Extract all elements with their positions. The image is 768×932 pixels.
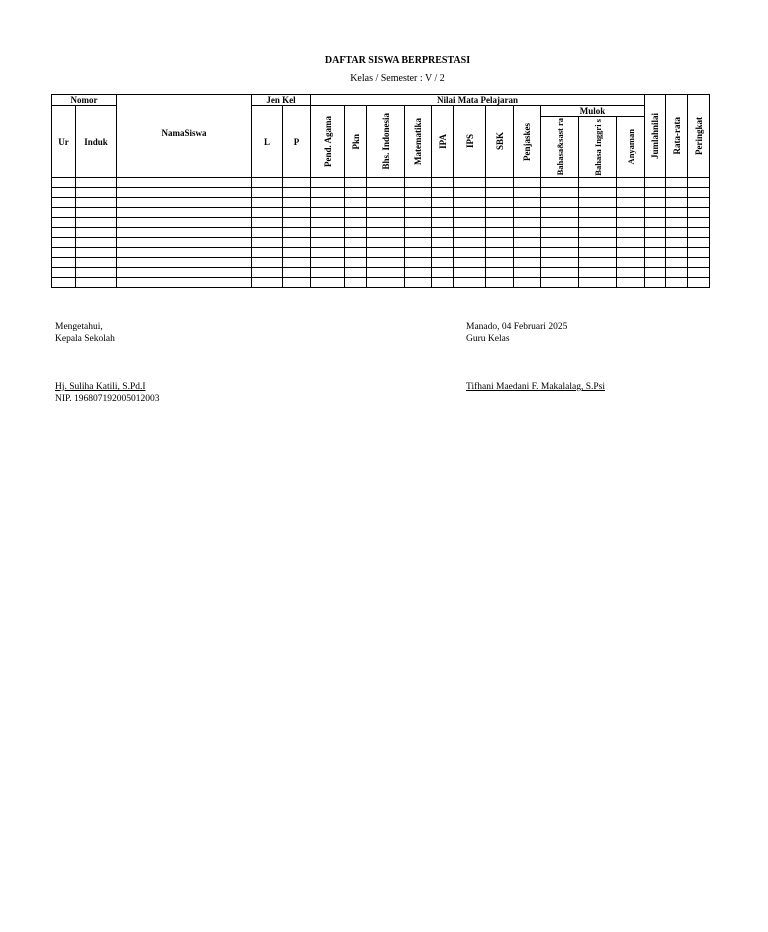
table-cell — [688, 218, 710, 228]
table-cell — [252, 208, 283, 218]
table-cell — [666, 228, 688, 238]
document-title: DAFTAR SISWA BERPRESTASI — [324, 55, 471, 66]
table-row — [52, 248, 710, 258]
rata-rata-header: Rata-rata — [666, 95, 688, 178]
table-cell — [117, 218, 252, 228]
table-cell — [688, 188, 710, 198]
table-cell — [579, 228, 617, 238]
table-cell — [454, 178, 486, 188]
table-cell — [688, 238, 710, 248]
table-cell — [76, 218, 117, 228]
table-cell — [252, 278, 283, 288]
table-cell — [283, 238, 311, 248]
table-cell — [514, 198, 541, 208]
table-cell — [541, 178, 579, 188]
table-cell — [345, 258, 367, 268]
table-cell — [541, 278, 579, 288]
induk-header: Induk — [76, 106, 117, 178]
subject-penjaskes: Penjaskes — [514, 106, 541, 178]
peringkat-header: Peringkat — [688, 95, 710, 178]
table-cell — [617, 258, 645, 268]
table-cell — [345, 208, 367, 218]
table-cell — [688, 278, 710, 288]
jumlah-nilai-header: Jumlahnilai — [645, 95, 666, 178]
right-signature-block — [466, 321, 605, 393]
perempuan-header: P — [283, 106, 311, 178]
table-cell — [405, 208, 432, 218]
table-cell — [645, 178, 666, 188]
table-cell — [579, 278, 617, 288]
table-cell — [405, 248, 432, 258]
guru-kelas-label: Guru Kelas — [466, 334, 510, 344]
table-cell — [645, 248, 666, 258]
table-cell — [579, 188, 617, 198]
table-cell — [579, 218, 617, 228]
subject-ips: IPS — [454, 106, 486, 178]
table-cell — [405, 258, 432, 268]
table-cell — [405, 228, 432, 238]
table-cell — [405, 278, 432, 288]
table-cell — [486, 198, 514, 208]
table-cell — [252, 178, 283, 188]
table-cell — [514, 178, 541, 188]
table-cell — [454, 278, 486, 288]
table-cell — [283, 228, 311, 238]
table-cell — [514, 228, 541, 238]
table-cell — [52, 248, 76, 258]
table-cell — [454, 248, 486, 258]
table-cell — [117, 188, 252, 198]
table-cell — [405, 198, 432, 208]
table-cell — [541, 258, 579, 268]
table-cell — [432, 268, 454, 278]
table-cell — [645, 198, 666, 208]
table-cell — [432, 218, 454, 228]
table-cell — [405, 268, 432, 278]
table-cell — [688, 268, 710, 278]
table-cell — [367, 268, 405, 278]
table-cell — [367, 228, 405, 238]
table-cell — [117, 258, 252, 268]
table-cell — [345, 228, 367, 238]
table-cell — [52, 188, 76, 198]
class-semester: Kelas / Semester : V / 2 — [350, 73, 445, 84]
subject-pkn: Pkn — [345, 106, 367, 178]
mulok-anyaman: Anyaman — [617, 117, 645, 178]
table-cell — [52, 218, 76, 228]
table-cell — [579, 258, 617, 268]
table-row — [52, 198, 710, 208]
table-cell — [645, 268, 666, 278]
table-cell — [579, 248, 617, 258]
kepala-sekolah-name: Hj. Suliha Katili, S.Pd.I — [55, 382, 146, 392]
table-cell — [432, 198, 454, 208]
mulok-header: Mulok — [541, 106, 645, 117]
table-cell — [541, 248, 579, 258]
table-cell — [579, 208, 617, 218]
table-cell — [454, 188, 486, 198]
table-cell — [617, 238, 645, 248]
table-cell — [367, 248, 405, 258]
table-cell — [367, 188, 405, 198]
table-cell — [432, 248, 454, 258]
table-cell — [405, 188, 432, 198]
table-cell — [645, 188, 666, 198]
table-cell — [117, 278, 252, 288]
table-cell — [541, 268, 579, 278]
table-cell — [486, 258, 514, 268]
table-cell — [454, 198, 486, 208]
table-cell — [666, 178, 688, 188]
table-cell — [666, 198, 688, 208]
table-cell — [283, 268, 311, 278]
table-cell — [311, 218, 345, 228]
mulok-bahasa-sastra: Bahasa&sast ra — [541, 117, 579, 178]
table-cell — [579, 198, 617, 208]
table-row — [52, 218, 710, 228]
ur-header: Ur — [52, 106, 76, 178]
table-cell — [76, 258, 117, 268]
table-cell — [514, 248, 541, 258]
table-cell — [283, 198, 311, 208]
table-cell — [52, 228, 76, 238]
table-cell — [688, 248, 710, 258]
table-cell — [367, 278, 405, 288]
table-cell — [514, 258, 541, 268]
table-cell — [283, 218, 311, 228]
table-cell — [252, 248, 283, 258]
table-cell — [76, 178, 117, 188]
table-cell — [367, 218, 405, 228]
table-cell — [486, 188, 514, 198]
table-cell — [52, 278, 76, 288]
table-cell — [311, 258, 345, 268]
table-cell — [345, 188, 367, 198]
table-cell — [52, 238, 76, 248]
table-row — [52, 238, 710, 248]
table-cell — [454, 238, 486, 248]
table-cell — [432, 178, 454, 188]
table-cell — [252, 238, 283, 248]
table-cell — [666, 268, 688, 278]
table-cell — [432, 238, 454, 248]
table-cell — [252, 228, 283, 238]
table-cell — [52, 258, 76, 268]
table-cell — [514, 208, 541, 218]
table-cell — [514, 238, 541, 248]
table-cell — [541, 198, 579, 208]
table-cell — [52, 198, 76, 208]
table-cell — [367, 178, 405, 188]
subject-ipa: IPA — [432, 106, 454, 178]
nilai-mata-pelajaran-header: Nilai Mata Pelajaran — [311, 95, 645, 106]
table-cell — [486, 208, 514, 218]
table-cell — [486, 248, 514, 258]
table-cell — [486, 278, 514, 288]
table-row — [52, 258, 710, 268]
table-cell — [52, 268, 76, 278]
nomor-header: Nomor — [52, 95, 117, 106]
table-cell — [311, 268, 345, 278]
table-cell — [117, 268, 252, 278]
table-cell — [486, 228, 514, 238]
table-cell — [405, 178, 432, 188]
table-cell — [252, 188, 283, 198]
table-row — [52, 268, 710, 278]
table-cell — [345, 178, 367, 188]
laki-laki-header: L — [252, 106, 283, 178]
table-cell — [688, 228, 710, 238]
table-cell — [645, 258, 666, 268]
table-cell — [541, 218, 579, 228]
table-cell — [454, 218, 486, 228]
table-row — [52, 178, 710, 188]
table-cell — [76, 198, 117, 208]
table-cell — [666, 238, 688, 248]
table-cell — [541, 238, 579, 248]
table-cell — [311, 238, 345, 248]
table-cell — [311, 188, 345, 198]
table-cell — [117, 208, 252, 218]
table-cell — [645, 228, 666, 238]
table-cell — [617, 188, 645, 198]
table-cell — [345, 218, 367, 228]
nama-siswa-header: NamaSiswa — [117, 95, 252, 178]
student-grade-table — [51, 94, 710, 288]
table-cell — [52, 178, 76, 188]
jenis-kelamin-header: Jen Kel — [252, 95, 311, 106]
table-cell — [283, 258, 311, 268]
table-cell — [311, 228, 345, 238]
table-cell — [76, 208, 117, 218]
table-cell — [645, 278, 666, 288]
guru-kelas-name: Tifhani Maedani F. Makalalag, S.Psi — [466, 382, 606, 392]
table-cell — [514, 268, 541, 278]
table-cell — [688, 198, 710, 208]
table-cell — [345, 268, 367, 278]
table-cell — [117, 198, 252, 208]
table-cell — [432, 208, 454, 218]
kepala-sekolah-label: Kepala Sekolah — [55, 334, 115, 344]
table-cell — [454, 268, 486, 278]
table-cell — [514, 188, 541, 198]
left-signature-block — [55, 321, 160, 405]
subject-pend-agama: Pend. Agama — [311, 106, 345, 178]
table-cell — [252, 218, 283, 228]
table-cell — [311, 178, 345, 188]
table-cell — [454, 228, 486, 238]
mulok-bahasa-inggris: Bahasa Inggri s — [579, 117, 617, 178]
table-cell — [117, 178, 252, 188]
table-cell — [454, 258, 486, 268]
place-date: Manado, 04 Februari 2025 — [466, 322, 568, 332]
table-cell — [666, 278, 688, 288]
table-cell — [345, 238, 367, 248]
table-cell — [666, 218, 688, 228]
table-cell — [486, 218, 514, 228]
table-cell — [541, 208, 579, 218]
table-cell — [645, 218, 666, 228]
table-cell — [367, 258, 405, 268]
table-cell — [486, 268, 514, 278]
table-cell — [617, 218, 645, 228]
subject-matematika: Matematika — [405, 106, 432, 178]
table-cell — [76, 238, 117, 248]
table-cell — [617, 198, 645, 208]
table-cell — [117, 238, 252, 248]
table-cell — [617, 228, 645, 238]
table-cell — [76, 268, 117, 278]
table-cell — [486, 238, 514, 248]
table-row — [52, 278, 710, 288]
table-cell — [579, 178, 617, 188]
table-cell — [283, 278, 311, 288]
table-cell — [311, 248, 345, 258]
table-cell — [252, 198, 283, 208]
table-cell — [76, 188, 117, 198]
table-cell — [688, 208, 710, 218]
table-cell — [283, 248, 311, 258]
table-cell — [617, 278, 645, 288]
table-cell — [367, 238, 405, 248]
table-cell — [252, 258, 283, 268]
table-cell — [283, 178, 311, 188]
table-cell — [345, 278, 367, 288]
table-cell — [367, 208, 405, 218]
table-cell — [514, 218, 541, 228]
table-cell — [645, 208, 666, 218]
table-cell — [579, 238, 617, 248]
subject-bhs-indonesia: Bhs. Indonesia — [367, 106, 405, 178]
table-cell — [666, 188, 688, 198]
table-cell — [117, 228, 252, 238]
table-cell — [617, 268, 645, 278]
table-cell — [617, 208, 645, 218]
table-row — [52, 228, 710, 238]
table-cell — [541, 188, 579, 198]
table-cell — [432, 188, 454, 198]
table-cell — [311, 208, 345, 218]
table-cell — [76, 228, 117, 238]
table-cell — [283, 188, 311, 198]
table-cell — [76, 248, 117, 258]
table-cell — [345, 198, 367, 208]
table-cell — [405, 238, 432, 248]
table-cell — [432, 258, 454, 268]
table-cell — [514, 278, 541, 288]
table-cell — [579, 268, 617, 278]
table-cell — [432, 228, 454, 238]
table-cell — [666, 258, 688, 268]
table-cell — [617, 178, 645, 188]
table-cell — [688, 178, 710, 188]
table-cell — [666, 248, 688, 258]
table-cell — [345, 248, 367, 258]
table-cell — [688, 258, 710, 268]
table-cell — [311, 198, 345, 208]
table-cell — [645, 238, 666, 248]
mengetahui-label: Mengetahui, — [55, 322, 103, 332]
kepala-sekolah-nip: NIP. 196807192005012003 — [55, 394, 160, 404]
table-cell — [617, 248, 645, 258]
table-cell — [405, 218, 432, 228]
table-cell — [311, 278, 345, 288]
table-cell — [367, 198, 405, 208]
table-row — [52, 208, 710, 218]
table-cell — [252, 268, 283, 278]
table-cell — [666, 208, 688, 218]
table-cell — [541, 228, 579, 238]
table-cell — [454, 208, 486, 218]
table-cell — [117, 248, 252, 258]
table-cell — [283, 208, 311, 218]
table-row — [52, 188, 710, 198]
table-cell — [486, 178, 514, 188]
table-cell — [52, 208, 76, 218]
table-cell — [432, 278, 454, 288]
table-cell — [76, 278, 117, 288]
subject-sbk: SBK — [486, 106, 514, 178]
